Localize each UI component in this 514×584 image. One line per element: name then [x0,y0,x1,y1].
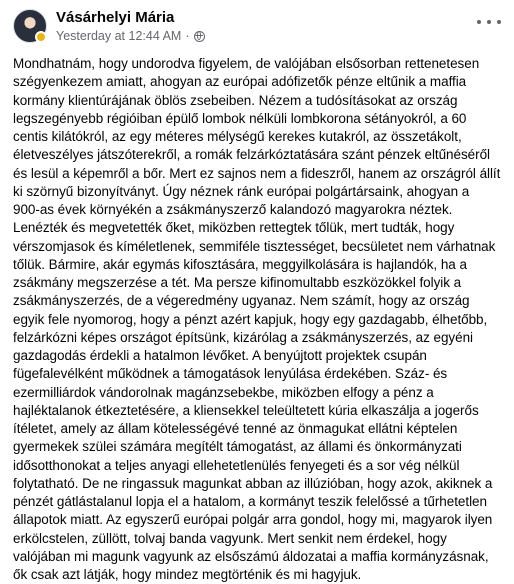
post-text-line: kormány klientúrájának öblös zsebeiben. Nézem a tudósításokat az ország [13,92,458,108]
more-options-button[interactable] [477,14,501,30]
post-text-line: centis kilátókról, az egy méteres mélységű kerekes kutakról, az összetákolt, [13,129,462,144]
post-text-line: állapotok miatt. Az egyszerű európai polgár arra gondol, hogy mi, magyarok ilyen [13,512,493,528]
post-text-line: ítéletet, amely az állam kötelességévé tenné az önmagukat ellátni képtelen [13,421,458,436]
post-text-line: tőlük. Bármire, akár egymás kifosztására, meggyilkolására is hajlandók, ha a [13,256,467,272]
post-text-line: gazdagodás érdekli a hatalmon lévőket. A benyújtott projektek csupán [13,348,427,363]
post-timestamp[interactable]: Yesterday at 12:44 AM [56,29,182,43]
post-text-line: zsákmány megszerzése a tét. Ma persze kifinomultabb eszközökkel folyik a [13,275,462,290]
post-text-line: Lenézték és megvetették őket, miközben rettegtek tőlük, mert tudták, hogy [13,220,455,236]
post-text [13,55,505,584]
post-text-line: zsákmányszerzés, de a végeredmény ugyanaz. Nem számít, hogy az ország [13,293,470,309]
author-avatar[interactable] [13,9,47,43]
avatar-badge-icon [35,31,47,43]
globe-icon[interactable] [194,31,205,42]
post-text-line: pénzét gátlástalanul lopja el a hatalom, a kormányt teszik felelőssé a tűrhetetlen [13,494,487,509]
post-text-line: erkölcstelen, züllött, tolvaj banda vagyunk. Mert senkit nem érdekel, hogy [13,530,447,546]
more-dots-icon [487,20,491,24]
post-text-line: ők csak azt látják, hogy mindez megtörténik és mi hagyjuk. [13,567,362,582]
more-dots-icon [477,20,481,24]
post-meta [56,29,205,43]
post-text-line: folytatható. De ne ringassuk magunkat abban az illúzióban, hogy azok, akiknek a [13,475,493,491]
author-name[interactable]: Vásárhelyi Mária [56,9,175,26]
post-text-line: idősotthonokat a teljes anyagi ellehetetlenülés fenyegeti és a sor vég nélkül [13,457,460,473]
post-text-line: ki szörnyű bizonyítványt. Úgy néznek ránk európai polgártársaink, ahogyan a [13,183,470,199]
post-text-line: fügefalevélként működnek a támogatások lenyúlása érdekében. Száz- és [13,366,448,382]
post-text-line: legszegényebb régióiban épülő lombok nélküli lombkorona sétányokról, a 60 [13,110,467,126]
post-text-line: hajléktalanok étkeztetésére, a kliensekkel teleültetett kúria elkaszálja a jogerős [13,402,479,418]
post-text-line: 900-as évek környékén a zsákmányszerző kalandozó magyarokra néztek. [13,202,453,217]
post-text-line: valójában mi magunk vagyunk az elsőszámú áldozatai a maffia kormányzásnak, [13,548,489,564]
post-text-line: ezermilliárdok vándorolnak magánzsebekbe, miközben elfogy a pénz a [13,384,434,400]
more-dots-icon [497,20,501,24]
post-text-line: vérszomjasok és kíméletlenek, semmiféle tisztességet, becsületet nem várhatnak [13,238,496,254]
post-text-line: felzárkózni képes országot építsünk, kizárólag a zsákmányszerzés, az egyéni [13,329,473,345]
post-text-line: egyik fele nyomorog, hogy a pénzt azért kapjuk, hogy egy gazdagabb, élhetőbb, [13,311,488,327]
post-text-line: és lesül a képemről a bőr. Mert ez sajnos nem a fideszről, hanem az országról állít [13,165,501,181]
post-text-line: Mondhatnám, hogy undorodva figyelem, de valójában elsősorban rettenetesen [13,56,480,71]
post-text-line: szégyenkezem amiatt, ahogyan az európai adófizetők pénze eltűnik a maffia [13,74,467,90]
post-text-line: életveszélyes játszóterekről, a romák felzárkóztatására szánt pénzek eltűnéséről [13,147,490,163]
post-header [13,8,503,46]
meta-separator: · [185,29,190,43]
post-text-line: gyermekek szülei számára megítélt támogatást, az állami és önkormányzati [13,439,462,455]
